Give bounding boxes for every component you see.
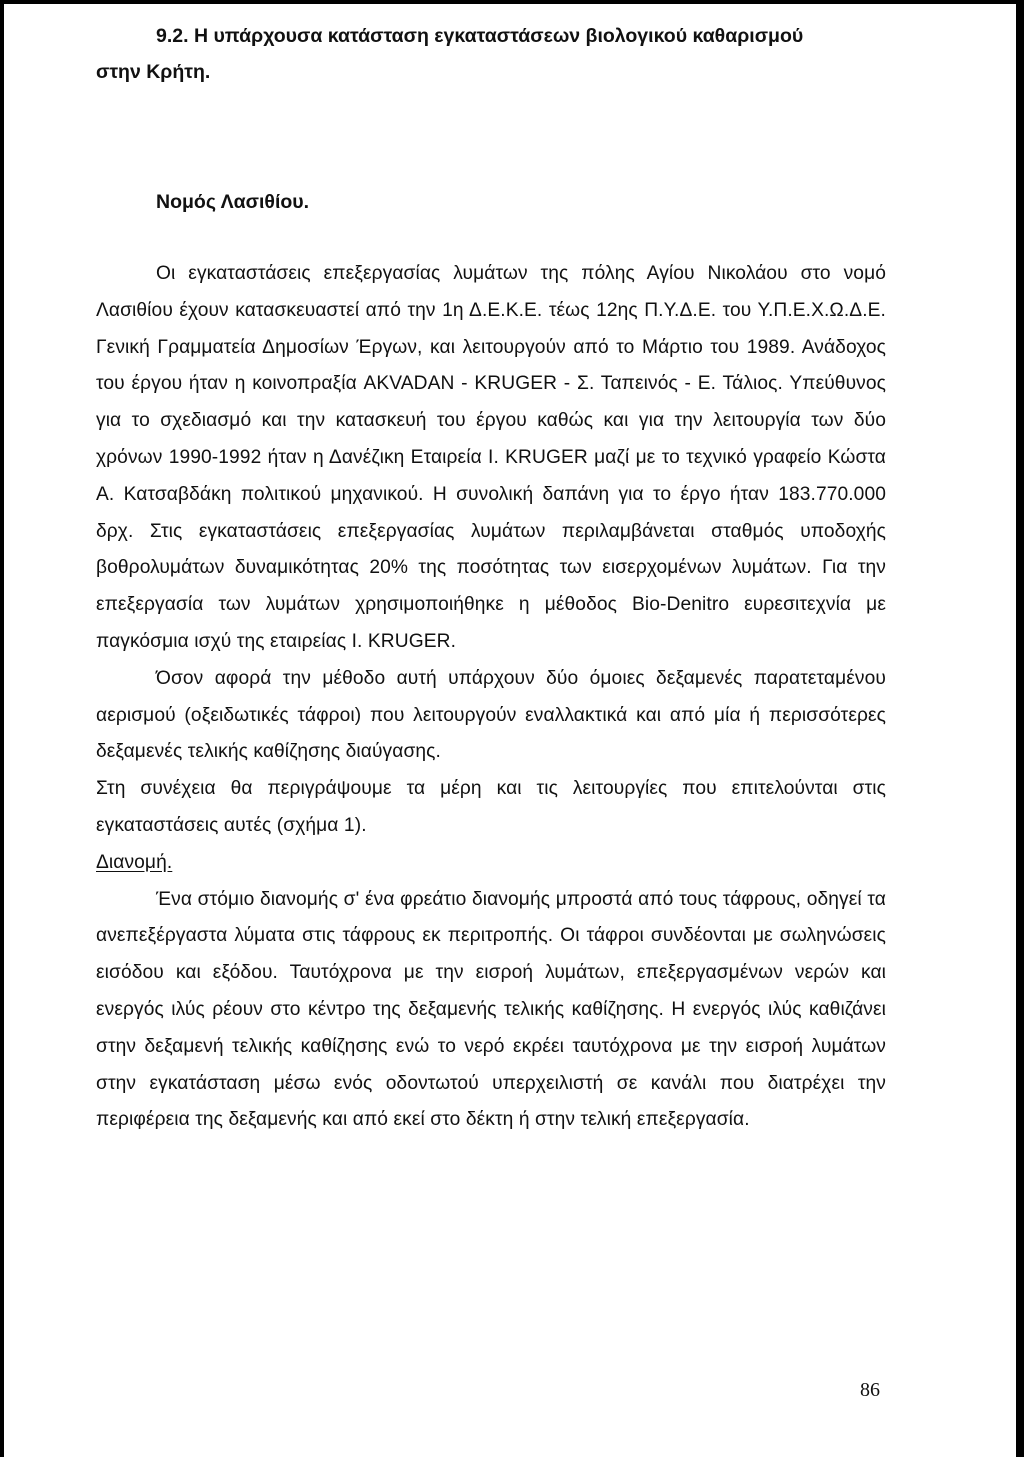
distribution-heading: Διανομή. [96,851,173,873]
section-title-line2: στην Κρήτη. [96,61,211,83]
paragraph-2: Όσον αφορά την μέθοδο αυτή υπάρχουν δύο όμοιες δεξαμενές παρατεταμένου αερισμού (οξειδωτικές τάφροι) που λειτουργούν εναλλακτικά και από μία ή περισσότερες δεξαμενές τελικής καθίζησης διαύγασης. [96,667,886,763]
section-title [96,18,896,90]
paragraph-3: Στη συνέχεια θα περιγράψουμε τα μέρη και τις λειτουργίες που επιτελούνται στις εγκαταστάσεις αυτές (σχήμα 1). [96,778,886,836]
page-number: 86 [860,1379,880,1401]
subsection-title: Νομός Λασιθίου. [156,191,310,213]
section-title-line1: 9.2. Η υπάρχουσα κατάσταση εγκαταστάσεων βιολογικού καθαρισμού [156,25,804,47]
distribution-heading-wrap [96,845,886,882]
body-text [96,256,886,1139]
paragraph-4: Ένα στόμιο διανομής σ' ένα φρεάτιο διανομής μπροστά από τους τάφρους, οδηγεί τα ανεπεξέργαστα λύματα στις τάφρους εκ περιτροπής. Οι τάφροι συνδέονται με σωληνώσεις εισόδου και εξόδου. Ταυτόχρονα με την εισροή λυμάτων, επεξεργασμένων νερών και ενεργός ιλύς ρέουν στο κέντρο της δεξαμενής τελικής καθίζησης. Η ενεργός ιλύς καθιζάνει στην δεξαμενή τελικής καθίζησης ενώ το νερό εκρέει ταυτόχρονα με την εισροή λυμάτων στην εγκατάσταση μέσω ενός οδοντωτού υπερχειλιστή σε κανάλι που διατρέχει την περιφέρεια της δεξαμενής και από εκεί στο δέκτη ή στην τελική επεξεργασία. [96,888,886,1131]
paragraph-1: Οι εγκαταστάσεις επεξεργασίας λυμάτων της πόλης Αγίου Νικολάου στο νομό Λασιθίου έχουν κατασκευαστεί από την 1η Δ.Ε.Κ.Ε. τέως 12ης Π.Υ.Δ.Ε. του Υ.Π.Ε.Χ.Ω.Δ.Ε. Γενική Γραμματεία Δημοσίων Έργων, και λειτουργούν από το Μάρτιο του 1989. Ανάδοχος του έργου ήταν η κοινοπραξία AKVADAN - KRUGER - Σ. Ταπεινός - Ε. Τάλιος. Υπεύθυνος για το σχεδιασμό και την κατασκευή του έργου καθώς και για την λειτουργία των δύο χρόνων 1990-1992 ήταν η Δανέζικη Εταιρεία I. KRUGER μαζί με το τεχνικό γραφείο Κώστα Α. Κατσαβδάκη πολιτικού μηχανικού. Η συνολική δαπάνη για το έργο ήταν 183.770.000 δρχ. Στις εγκαταστάσεις επεξεργασίας λυμάτων περιλαμβάνεται σταθμός υποδοχής βοθρολυμάτων δυναμικότητας 20% της ποσότητας των εισερχομένων λυμάτων. Για την επεξεργασία των λυμάτων χρησιμοποιήθηκε η μέθοδος Bio-Denitro ευρεσιτεχνία με παγκόσμια ισχύ της εταιρείας I. KRUGER. [96,263,886,652]
